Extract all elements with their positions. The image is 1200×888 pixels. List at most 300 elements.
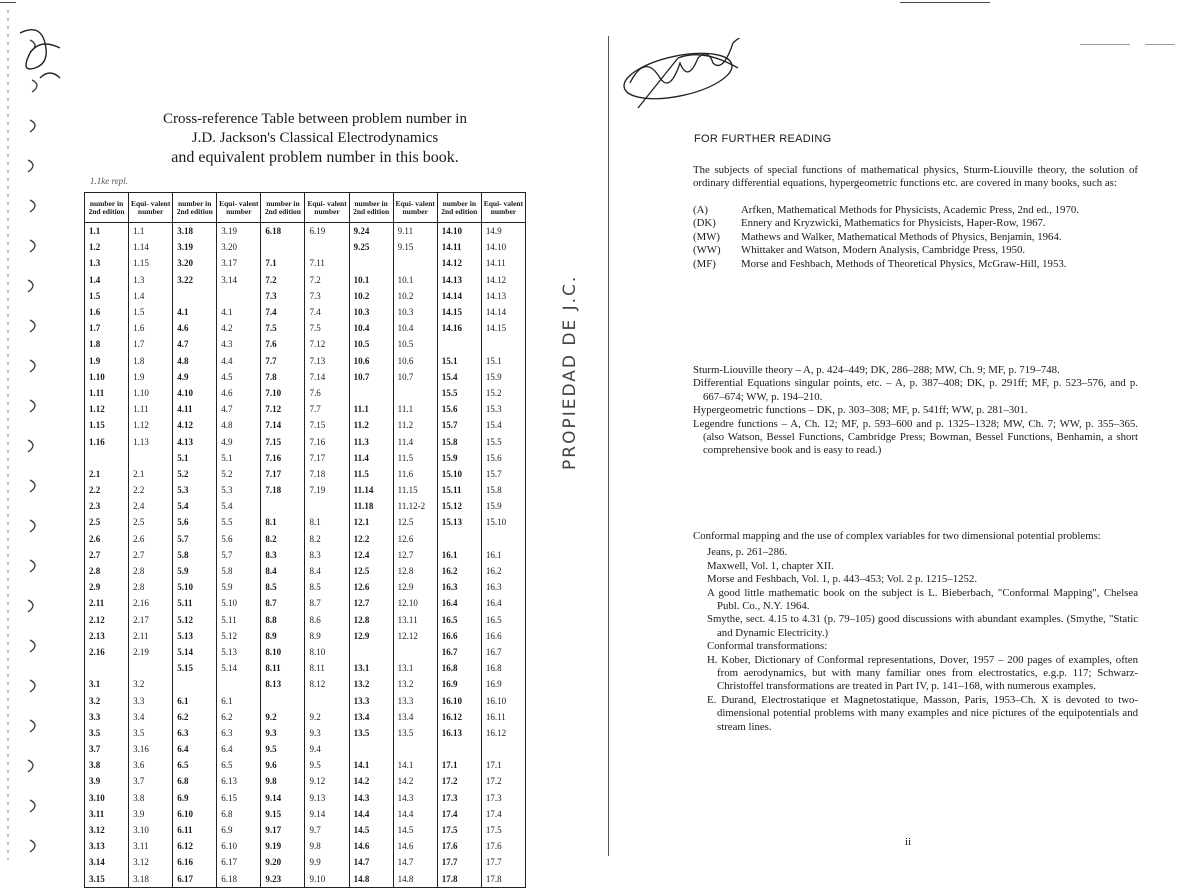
equivalent-number-cell: 5.5: [217, 514, 261, 530]
equivalent-number-cell: 6.18: [217, 871, 261, 888]
equivalent-number-cell: 6.9: [217, 822, 261, 838]
equivalent-number-cell: 3.17: [217, 255, 261, 271]
table-row: [85, 482, 526, 498]
equivalent-number-cell: 7.7: [305, 401, 349, 417]
equivalent-number-cell: 2.1: [129, 466, 173, 482]
equivalent-number-cell: 5.14: [217, 660, 261, 676]
reference-key: (DK): [693, 217, 716, 230]
equivalent-number-cell: 15.2: [481, 385, 525, 401]
table-row: [85, 822, 526, 838]
equivalent-number-cell: 13.1: [393, 660, 437, 676]
equivalent-number-cell: 10.2: [393, 288, 437, 304]
equivalent-number-cell: 8.11: [305, 660, 349, 676]
edition-number-cell: 1.4: [85, 272, 129, 288]
table-row: [85, 466, 526, 482]
edition-number-cell: 9.25: [349, 239, 393, 255]
equivalent-number-cell: [305, 692, 349, 708]
equivalent-number-cell: 1.1: [129, 223, 173, 240]
edition-number-cell: 17.5: [437, 822, 481, 838]
edition-number-cell: 4.12: [173, 417, 217, 433]
edition-number-cell: 9.23: [261, 871, 305, 888]
edition-number-cell: 16.12: [437, 709, 481, 725]
edition-number-cell: 7.8: [261, 369, 305, 385]
equivalent-number-cell: 16.4: [481, 595, 525, 611]
equivalent-number-cell: 5.6: [217, 531, 261, 547]
equivalent-number-cell: 2.19: [129, 644, 173, 660]
edition-number-cell: 10.5: [349, 336, 393, 352]
equivalent-number-cell: 3.3: [129, 692, 173, 708]
equivalent-number-cell: 17.1: [481, 757, 525, 773]
edition-number-cell: 16.4: [437, 595, 481, 611]
edition-number-cell: 2.7: [85, 547, 129, 563]
edition-number-cell: 13.3: [349, 692, 393, 708]
edition-number-cell: 10.2: [349, 288, 393, 304]
column-header: number in 2nd edition: [85, 193, 129, 223]
equivalent-number-cell: 6.5: [217, 757, 261, 773]
equivalent-number-cell: 14.12: [481, 272, 525, 288]
edition-number-cell: 4.6: [173, 320, 217, 336]
edition-number-cell: 7.12: [261, 401, 305, 417]
edition-number-cell: 1.7: [85, 320, 129, 336]
equivalent-number-cell: 1.8: [129, 353, 173, 369]
edition-number-cell: 12.2: [349, 531, 393, 547]
table-row: [85, 336, 526, 352]
equivalent-number-cell: 12.6: [393, 531, 437, 547]
equivalent-number-cell: 16.3: [481, 579, 525, 595]
edition-number-cell: 16.1: [437, 547, 481, 563]
conformal-item: E. Durand, Electrostatique et Magnetostatique, Masson, Paris, 1953–Ch. X is devoted to two-dimensional potential problems with many examples and nice pictures of the equipotentials and stream lines.: [707, 693, 1138, 733]
edition-number-cell: 6.17: [173, 871, 217, 888]
edition-number-cell: 3.19: [173, 239, 217, 255]
edition-number-cell: 5.2: [173, 466, 217, 482]
column-header: number in 2nd edition: [173, 193, 217, 223]
edition-number-cell: [173, 676, 217, 692]
equivalent-number-cell: 16.2: [481, 563, 525, 579]
equivalent-number-cell: 9.13: [305, 790, 349, 806]
equivalent-number-cell: 6.15: [217, 790, 261, 806]
edition-number-cell: 7.3: [261, 288, 305, 304]
equivalent-number-cell: 10.1: [393, 272, 437, 288]
equivalent-number-cell: 9.8: [305, 838, 349, 854]
reference-text: Mathews and Walker, Mathematical Methods of Physics, Benjamin, 1964.: [741, 230, 1062, 243]
edition-number-cell: 3.18: [173, 223, 217, 240]
edition-number-cell: 2.16: [85, 644, 129, 660]
edition-number-cell: [261, 498, 305, 514]
title-line: and equivalent problem number in this book.: [171, 149, 459, 166]
equivalent-number-cell: 14.2: [393, 773, 437, 789]
table-row: [85, 854, 526, 870]
equivalent-number-cell: 15.5: [481, 433, 525, 449]
reference-text: Arfken, Mathematical Methods for Physicists, Academic Press, 2nd ed., 1970.: [741, 204, 1079, 216]
equivalent-number-cell: 7.6: [305, 385, 349, 401]
edition-number-cell: 13.1: [349, 660, 393, 676]
binding-gutter: [0, 0, 60, 867]
edition-number-cell: 9.17: [261, 822, 305, 838]
edition-number-cell: 8.8: [261, 612, 305, 628]
section-heading: FOR FURTHER READING: [694, 133, 832, 145]
table-row: [85, 320, 526, 336]
equivalent-number-cell: 2.2: [129, 482, 173, 498]
edition-number-cell: 2.9: [85, 579, 129, 595]
equivalent-number-cell: 2.17: [129, 612, 173, 628]
table-row: [85, 304, 526, 320]
edition-number-cell: 12.7: [349, 595, 393, 611]
table-row: [85, 401, 526, 417]
equivalent-number-cell: 14.6: [393, 838, 437, 854]
equivalent-number-cell: 3.16: [129, 741, 173, 757]
edition-number-cell: 1.1: [85, 223, 129, 240]
edition-number-cell: 17.2: [437, 773, 481, 789]
edition-number-cell: 5.15: [173, 660, 217, 676]
edition-number-cell: 15.10: [437, 466, 481, 482]
topic-entry: Hypergeometric functions – DK, p. 303–308; MF, p. 541ff; WW, p. 281–301.: [693, 404, 1028, 417]
edition-number-cell: [349, 385, 393, 401]
edition-number-cell: 6.8: [173, 773, 217, 789]
edition-number-cell: 16.8: [437, 660, 481, 676]
edition-number-cell: 6.10: [173, 806, 217, 822]
equivalent-number-cell: 7.17: [305, 450, 349, 466]
edition-number-cell: 9.2: [261, 709, 305, 725]
equivalent-number-cell: [481, 336, 525, 352]
equivalent-number-cell: 1.6: [129, 320, 173, 336]
equivalent-number-cell: 11.15: [393, 482, 437, 498]
edition-number-cell: 1.11: [85, 385, 129, 401]
equivalent-number-cell: 12.5: [393, 514, 437, 530]
equivalent-number-cell: 1.5: [129, 304, 173, 320]
page-fold: [608, 36, 609, 856]
equivalent-number-cell: 3.12: [129, 854, 173, 870]
edition-number-cell: 2.5: [85, 514, 129, 530]
edition-number-cell: 10.1: [349, 272, 393, 288]
edition-number-cell: [437, 741, 481, 757]
equivalent-number-cell: 4.1: [217, 304, 261, 320]
equivalent-number-cell: 2.6: [129, 531, 173, 547]
equivalent-number-cell: 4.7: [217, 401, 261, 417]
reference-item: [693, 204, 1138, 217]
equivalent-number-cell: 5.13: [217, 644, 261, 660]
edition-number-cell: 3.13: [85, 838, 129, 854]
equivalent-number-cell: 14.4: [393, 806, 437, 822]
edition-number-cell: [349, 741, 393, 757]
reference-text: Morse and Feshbach, Methods of Theoretical Physics, McGraw-Hill, 1953.: [741, 257, 1067, 270]
edition-number-cell: 12.4: [349, 547, 393, 563]
edition-number-cell: 5.8: [173, 547, 217, 563]
edition-number-cell: 12.5: [349, 563, 393, 579]
edition-number-cell: 3.7: [85, 741, 129, 757]
edition-number-cell: 14.4: [349, 806, 393, 822]
equivalent-number-cell: 10.4: [393, 320, 437, 336]
equivalent-number-cell: 10.6: [393, 353, 437, 369]
equivalent-number-cell: [393, 741, 437, 757]
edition-number-cell: 3.9: [85, 773, 129, 789]
equivalent-number-cell: 12.9: [393, 579, 437, 595]
edition-number-cell: 11.18: [349, 498, 393, 514]
edition-number-cell: [349, 255, 393, 271]
edition-number-cell: 6.4: [173, 741, 217, 757]
edition-number-cell: 14.7: [349, 854, 393, 870]
edition-number-cell: 4.1: [173, 304, 217, 320]
equivalent-number-cell: 7.19: [305, 482, 349, 498]
equivalent-number-cell: 3.7: [129, 773, 173, 789]
edition-number-cell: 15.4: [437, 369, 481, 385]
equivalent-number-cell: 6.4: [217, 741, 261, 757]
handwritten-note: 1.1ke repl.: [90, 176, 128, 186]
cross-reference-table: [84, 192, 526, 888]
topic-entry: Differential Equations singular points, etc. – A, p. 387–408; DK, p. 291ff; MF, p. 523–576, and p. 667–674; WW, p. 194–210.: [693, 377, 1138, 403]
table-row: [85, 628, 526, 644]
table-row: [85, 676, 526, 692]
equivalent-number-cell: 8.2: [305, 531, 349, 547]
ownership-stamp: PROPIEDAD DE J.C.: [560, 274, 580, 470]
equivalent-number-cell: 7.15: [305, 417, 349, 433]
reference-text: Ennery and Kryzwicki, Mathematics for Physicists, Haper-Row, 1967.: [741, 217, 1046, 230]
table-row: [85, 417, 526, 433]
topic-entry: Legendre functions – A, Ch. 12; MF, p. 593–600 and p. 1325–1328; MW, Ch. 7; WW, p. 355–365. (also Watson, Bessel Functions, Cambridge Press; Bowman, Bessel Functions, Benhamin, a short comprehensive book and is easy to read.): [693, 417, 1138, 457]
table-row: [85, 433, 526, 449]
edition-number-cell: 8.5: [261, 579, 305, 595]
edition-number-cell: 5.6: [173, 514, 217, 530]
column-header: Equi- valent number: [481, 193, 525, 223]
table-row: [85, 692, 526, 708]
edition-number-cell: 3.1: [85, 676, 129, 692]
equivalent-number-cell: 3.18: [129, 871, 173, 888]
table-row: [85, 725, 526, 741]
edition-number-cell: 6.3: [173, 725, 217, 741]
edition-number-cell: 10.3: [349, 304, 393, 320]
edition-number-cell: 7.7: [261, 353, 305, 369]
equivalent-number-cell: 3.11: [129, 838, 173, 854]
scan-edge-line: [900, 2, 990, 3]
table-row: [85, 579, 526, 595]
edition-number-cell: 14.10: [437, 223, 481, 240]
equivalent-number-cell: 3.8: [129, 790, 173, 806]
equivalent-number-cell: 8.9: [305, 628, 349, 644]
equivalent-number-cell: 1.10: [129, 385, 173, 401]
edition-number-cell: 3.2: [85, 692, 129, 708]
edition-number-cell: [349, 644, 393, 660]
edition-number-cell: [437, 531, 481, 547]
edition-number-cell: 15.11: [437, 482, 481, 498]
edition-number-cell: 12.1: [349, 514, 393, 530]
equivalent-number-cell: 7.3: [305, 288, 349, 304]
edition-number-cell: 14.12: [437, 255, 481, 271]
equivalent-number-cell: 7.13: [305, 353, 349, 369]
edition-number-cell: 7.10: [261, 385, 305, 401]
scan-mark: [1145, 44, 1175, 45]
edition-number-cell: 13.2: [349, 676, 393, 692]
edition-number-cell: 14.5: [349, 822, 393, 838]
equivalent-number-cell: [481, 741, 525, 757]
topic-entry: Sturm-Liouville theory – A, p. 424–449; DK, 286–288; MW, Ch. 9; MF, p. 719–748.: [693, 364, 1060, 376]
equivalent-number-cell: 9.10: [305, 871, 349, 888]
conformal-item: Conformal transformations:: [707, 640, 828, 653]
edition-number-cell: 4.10: [173, 385, 217, 401]
equivalent-number-cell: 17.5: [481, 822, 525, 838]
edition-number-cell: 1.8: [85, 336, 129, 352]
edition-number-cell: 11.3: [349, 433, 393, 449]
equivalent-number-cell: 13.2: [393, 676, 437, 692]
table-row: [85, 838, 526, 854]
equivalent-number-cell: 3.10: [129, 822, 173, 838]
equivalent-number-cell: 14.1: [393, 757, 437, 773]
edition-number-cell: 9.24: [349, 223, 393, 240]
equivalent-number-cell: 2.7: [129, 547, 173, 563]
table-row: [85, 450, 526, 466]
edition-number-cell: 1.5: [85, 288, 129, 304]
equivalent-number-cell: 2.4: [129, 498, 173, 514]
edition-number-cell: 16.9: [437, 676, 481, 692]
edition-number-cell: 6.9: [173, 790, 217, 806]
edition-number-cell: 17.1: [437, 757, 481, 773]
edition-number-cell: 16.3: [437, 579, 481, 595]
table-title: [130, 110, 500, 167]
edition-number-cell: 17.7: [437, 854, 481, 870]
edition-number-cell: [437, 336, 481, 352]
equivalent-number-cell: 1.15: [129, 255, 173, 271]
equivalent-number-cell: 16.6: [481, 628, 525, 644]
equivalent-number-cell: 1.13: [129, 433, 173, 449]
equivalent-number-cell: 14.9: [481, 223, 525, 240]
edition-number-cell: 15.5: [437, 385, 481, 401]
equivalent-number-cell: 7.14: [305, 369, 349, 385]
equivalent-number-cell: 16.7: [481, 644, 525, 660]
equivalent-number-cell: 6.19: [305, 223, 349, 240]
reference-item: [693, 244, 1138, 257]
edition-number-cell: 3.10: [85, 790, 129, 806]
table-body: [85, 223, 526, 888]
equivalent-number-cell: 15.9: [481, 369, 525, 385]
equivalent-number-cell: 8.6: [305, 612, 349, 628]
edition-number-cell: 14.8: [349, 871, 393, 888]
edition-number-cell: 9.15: [261, 806, 305, 822]
equivalent-number-cell: 3.2: [129, 676, 173, 692]
signature-icon: [618, 38, 818, 118]
edition-number-cell: 1.2: [85, 239, 129, 255]
intro-paragraph: The subjects of special functions of mathematical physics, Sturm-Liouville theory, the solution of ordinary differential equations, hypergeometric functions etc. are covered in many books, such as:: [693, 164, 1138, 190]
equivalent-number-cell: 14.7: [393, 854, 437, 870]
conformal-section: [693, 530, 1138, 734]
edition-number-cell: 6.2: [173, 709, 217, 725]
column-header: Equi- valent number: [217, 193, 261, 223]
equivalent-number-cell: 17.3: [481, 790, 525, 806]
equivalent-number-cell: 16.10: [481, 692, 525, 708]
equivalent-number-cell: 13.3: [393, 692, 437, 708]
table-row: [85, 595, 526, 611]
edition-number-cell: 2.2: [85, 482, 129, 498]
edition-number-cell: 2.6: [85, 531, 129, 547]
edition-number-cell: 3.3: [85, 709, 129, 725]
topic-list: [693, 364, 1138, 458]
edition-number-cell: 5.7: [173, 531, 217, 547]
equivalent-number-cell: 14.14: [481, 304, 525, 320]
table-row: [85, 353, 526, 369]
conformal-item: Morse and Feshbach, Vol. 1, p. 443–453; Vol. 2 p. 1215–1252.: [707, 573, 978, 586]
edition-number-cell: 4.11: [173, 401, 217, 417]
equivalent-number-cell: 14.10: [481, 239, 525, 255]
edition-number-cell: [261, 239, 305, 255]
table-row: [85, 272, 526, 288]
equivalent-number-cell: 16.5: [481, 612, 525, 628]
edition-number-cell: 15.9: [437, 450, 481, 466]
reference-list: [693, 204, 1138, 271]
equivalent-number-cell: 1.3: [129, 272, 173, 288]
equivalent-number-cell: 13.4: [393, 709, 437, 725]
edition-number-cell: 4.8: [173, 353, 217, 369]
equivalent-number-cell: 17.4: [481, 806, 525, 822]
conformal-item: H. Kober, Dictionary of Conformal representations, Dover, 1957 – 200 pages of examples, often from aerodynamics, but with many familiar ones from electrostatics, e.g.p. 117; Schwarz-Christoffel transformations are treated in Part IV, p. 141–168, with numerous examples.: [707, 653, 1138, 693]
equivalent-number-cell: 11.2: [393, 417, 437, 433]
edition-number-cell: 6.18: [261, 223, 305, 240]
edition-number-cell: 5.12: [173, 612, 217, 628]
edition-number-cell: 3.11: [85, 806, 129, 822]
table-row: [85, 547, 526, 563]
equivalent-number-cell: 6.1: [217, 692, 261, 708]
edition-number-cell: 11.1: [349, 401, 393, 417]
equivalent-number-cell: 5.3: [217, 482, 261, 498]
equivalent-number-cell: 10.3: [393, 304, 437, 320]
table-row: [85, 741, 526, 757]
edition-number-cell: 6.12: [173, 838, 217, 854]
equivalent-number-cell: 2.8: [129, 563, 173, 579]
equivalent-number-cell: [129, 660, 173, 676]
edition-number-cell: 8.7: [261, 595, 305, 611]
table-row: [85, 288, 526, 304]
edition-number-cell: 8.11: [261, 660, 305, 676]
equivalent-number-cell: 5.9: [217, 579, 261, 595]
reference-item: [693, 217, 1138, 230]
equivalent-number-cell: 15.9: [481, 498, 525, 514]
table-row: [85, 531, 526, 547]
equivalent-number-cell: 9.3: [305, 725, 349, 741]
equivalent-number-cell: 1.4: [129, 288, 173, 304]
reference-key: (A): [693, 204, 708, 216]
equivalent-number-cell: 7.11: [305, 255, 349, 271]
equivalent-number-cell: 8.1: [305, 514, 349, 530]
edition-number-cell: 5.4: [173, 498, 217, 514]
table-row: [85, 612, 526, 628]
edition-number-cell: 14.14: [437, 288, 481, 304]
equivalent-number-cell: 7.12: [305, 336, 349, 352]
edition-number-cell: 16.13: [437, 725, 481, 741]
equivalent-number-cell: 11.12-2: [393, 498, 437, 514]
edition-number-cell: [173, 288, 217, 304]
equivalent-number-cell: 5.10: [217, 595, 261, 611]
edition-number-cell: 16.7: [437, 644, 481, 660]
edition-number-cell: 15.13: [437, 514, 481, 530]
edition-number-cell: 8.9: [261, 628, 305, 644]
equivalent-number-cell: [481, 531, 525, 547]
edition-number-cell: 7.4: [261, 304, 305, 320]
edition-number-cell: 15.1: [437, 353, 481, 369]
column-header: number in 2nd edition: [349, 193, 393, 223]
equivalent-number-cell: 15.10: [481, 514, 525, 530]
edition-number-cell: 8.10: [261, 644, 305, 660]
table-header-row: [85, 193, 526, 223]
equivalent-number-cell: 15.6: [481, 450, 525, 466]
edition-number-cell: 2.11: [85, 595, 129, 611]
handwritten-scribble-icon: [10, 18, 80, 98]
equivalent-number-cell: 4.4: [217, 353, 261, 369]
edition-number-cell: 4.13: [173, 433, 217, 449]
equivalent-number-cell: 1.12: [129, 417, 173, 433]
edition-number-cell: 9.5: [261, 741, 305, 757]
edition-number-cell: 9.19: [261, 838, 305, 854]
edition-number-cell: 14.13: [437, 272, 481, 288]
title-line: J.D. Jackson's Classical Electrodynamics: [191, 130, 439, 146]
equivalent-number-cell: 12.7: [393, 547, 437, 563]
equivalent-number-cell: 17.8: [481, 871, 525, 888]
edition-number-cell: 11.14: [349, 482, 393, 498]
